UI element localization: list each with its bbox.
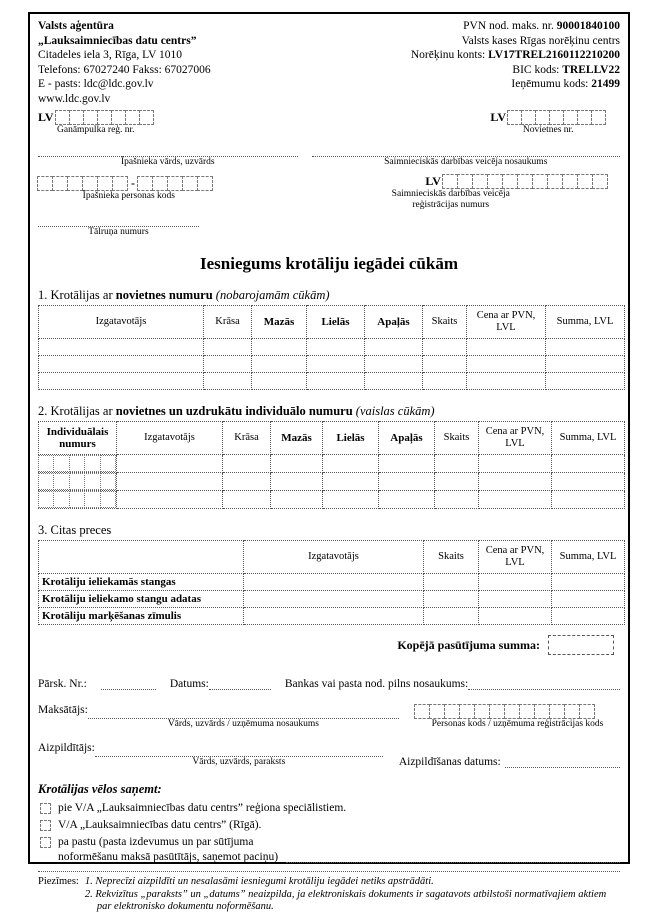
checkbox-region-specialist[interactable] [40,803,51,814]
phone-caption: Tālruņa numurs [88,227,149,237]
char-box[interactable] [429,704,445,719]
filler-row [38,742,620,768]
section2-heading-italic: (vaislas cūkām) [352,404,435,418]
char-box[interactable] [100,473,116,490]
char-box[interactable] [69,473,85,490]
header [38,19,620,106]
form-frame [28,12,630,912]
table2-cell[interactable] [552,491,625,509]
table1-cell[interactable] [546,373,625,390]
table2-cell[interactable] [117,455,223,473]
table2-cell[interactable] [223,491,271,509]
filler-field [38,742,399,768]
table2-cell[interactable] [117,491,223,509]
herd-number-block [38,110,154,136]
char-box[interactable] [564,704,580,719]
char-box[interactable] [547,174,563,189]
table-other-goods [38,540,625,625]
section1-heading-bold: novietnes numuru [115,288,213,302]
char-box[interactable] [139,110,154,125]
pvn-label: PVN nod. maks. nr. [463,20,554,32]
herd-lv-prefix: LV [38,110,54,124]
payer-field [38,704,415,730]
char-box[interactable] [591,110,606,125]
char-box[interactable] [38,455,54,472]
char-box[interactable] [125,110,140,125]
payer-name-caption: Vārds, uzvārds / uzņēmuma nosaukums [167,719,319,729]
table3-cell[interactable] [424,591,479,608]
table2-cell[interactable] [479,473,552,491]
account-value: LV17TREL2160112210200 [488,49,620,61]
table1-cell[interactable] [467,356,546,373]
table1-cell[interactable] [365,356,423,373]
delivery-option-region-label: pie V/A „Lauksaimniecības datu centrs” reģiona speciālistiem. [58,802,347,814]
table3-row [39,591,625,608]
char-box[interactable] [507,110,522,125]
table1-row [39,339,625,356]
char-box[interactable] [100,491,116,508]
table2-cell[interactable] [271,473,323,491]
table2-cell[interactable] [271,491,323,509]
table1-cell[interactable] [204,339,252,356]
owner-name-line[interactable] [38,144,298,157]
item-label-needles: Krotāliju ieliekamo stangu adatas [39,591,244,608]
table1-cell[interactable] [467,373,546,390]
phone-line[interactable] [38,214,199,227]
char-box[interactable] [534,704,550,719]
table3-cell[interactable] [424,574,479,591]
table3-cell[interactable] [552,591,625,608]
table1-cell[interactable] [252,339,307,356]
table2-row [39,491,625,509]
table2-cell[interactable] [223,473,271,491]
order-total-label: Kopējā pasūtījuma summa: [397,637,540,652]
table3-cell[interactable] [244,574,424,591]
char-box[interactable] [97,110,112,125]
agency-email: E - pasts: ldc@ldc.gov.lv [38,78,154,90]
table1-col-sum: Summa, LVL [546,306,625,339]
table1-cell[interactable] [204,373,252,390]
payment-ref-row [38,677,620,690]
payer-row [38,704,620,730]
table2-col-count: Skaits [435,422,479,455]
char-box[interactable] [577,110,592,125]
char-box[interactable] [111,110,126,125]
table1-cell[interactable] [365,339,423,356]
table-site-number-tags [38,305,625,390]
site-lv-prefix: LV [490,110,506,124]
individual-number-boxes[interactable] [39,473,116,490]
agency-name-line2: „Lauksaimniecības datu centrs” [38,34,197,47]
note-item-1: 1. Neprecīzi aizpildīti un nesalasāmi iesniegumi krotāliju iegādei netiks apstrādāti. [84,876,434,887]
table3-row [39,608,625,625]
account-line [411,48,620,63]
bank-name-line[interactable] [468,677,620,690]
table1-cell[interactable] [467,339,546,356]
individual-number-boxes[interactable] [39,455,116,472]
mail-address-line[interactable] [286,850,620,863]
delivery-option-mail [40,836,620,848]
datums-label: Datums: [169,678,209,690]
char-box[interactable] [69,491,85,508]
char-box[interactable] [459,704,475,719]
table2-col-price: Cena ar PVN, LVL [479,422,552,455]
fill-date-line[interactable] [505,755,620,768]
table1-row [39,373,625,390]
table1-cell[interactable] [423,356,467,373]
delivery-option-mail-line2 [58,850,620,863]
business-reg-caption-line2: reģistrācijas numurs [412,200,490,210]
table3-cell[interactable] [244,591,424,608]
agency-web: www.ldc.gov.lv [38,92,111,105]
filler-name-field [95,744,383,768]
char-box[interactable] [53,473,69,490]
table2-cell[interactable] [379,473,435,491]
table1-cell[interactable] [39,339,204,356]
account-label: Norēķinu konts: [410,49,486,61]
table2-cell[interactable] [479,455,552,473]
section2-heading-prefix: 2. Krotālijas ar [38,404,116,418]
table1-cell[interactable] [423,373,467,390]
parsk-nr-label: Pārsk. Nr.: [38,678,87,690]
delivery-option-region [40,802,620,814]
table2-col-round: Apaļās [379,422,435,455]
table1-col-small: Mazās [252,306,307,339]
table3-row [39,574,625,591]
char-box[interactable] [577,174,593,189]
table3-col-sum: Summa, LVL [552,541,625,574]
table2-row [39,455,625,473]
business-reg-lv-prefix: LV [425,174,441,188]
individual-number-cell [39,473,117,491]
table3-cell[interactable] [424,608,479,625]
owner-code-row [38,176,298,191]
table2-cell[interactable] [117,473,223,491]
section2-heading-bold: novietnes un uzdrukātu individuālo numuru [115,404,353,418]
table1-row [39,356,625,373]
char-box[interactable] [52,176,68,191]
table1-header-row [39,306,625,339]
notes-section [38,876,620,914]
payer-name-field [88,706,399,730]
individual-number-boxes[interactable] [39,491,116,508]
bank-name-label: Bankas vai pasta nod. pilns nosaukums: [284,678,469,690]
table2-col-color: Krāsa [223,422,271,455]
delivery-option-mail-label-line1: pa pastu (pasta izdevumus un par sūtījuma [58,836,254,848]
owner-code-separator: - [131,177,135,190]
site-number-block [490,110,606,136]
table-individual-number-tags [38,421,625,509]
table2-cell[interactable] [271,455,323,473]
char-box[interactable] [592,174,608,189]
table1-cell[interactable] [307,339,365,356]
table3-col-count: Skaits [424,541,479,574]
income-line [411,77,620,92]
char-box[interactable] [37,176,53,191]
pvn-value: 90001840100 [556,20,620,32]
char-box[interactable] [152,176,168,191]
char-box[interactable] [444,704,460,719]
char-box[interactable] [69,455,85,472]
char-box[interactable] [84,491,100,508]
payer-code-block [415,704,620,730]
table2-col-sum: Summa, LVL [552,422,625,455]
owner-name-caption: Īpašnieka vārds, uzvārds [120,157,215,167]
table2-cell[interactable] [479,491,552,509]
char-box[interactable] [55,110,70,125]
owner-code-caption: Īpašnieka personas kods [82,191,175,201]
char-box[interactable] [82,176,98,191]
bic-line [411,63,620,78]
section2-heading [38,404,620,419]
table2-col-individual-number: Individuālais numurs [39,422,117,455]
table1-col-large: Lielās [307,306,365,339]
order-total-box[interactable] [548,635,614,655]
char-box[interactable] [53,455,69,472]
table1-cell[interactable] [423,339,467,356]
agency-block [38,19,211,106]
bic-value: TRELLV22 [562,63,620,76]
delivery-heading: Krotālijas vēlos saņemt: [38,782,162,796]
payer-name-line[interactable] [88,706,399,719]
business-reg-boxes[interactable] [443,174,608,189]
table1-cell[interactable] [252,356,307,373]
table2-cell[interactable] [379,491,435,509]
income-label: Ieņēmumu kods: [511,78,589,90]
table3-col-price: Cena ar PVN, LVL [479,541,552,574]
table3-cell[interactable] [552,608,625,625]
table2-cell[interactable] [379,455,435,473]
table3-col-manufacturer: Izgatavotājs [244,541,424,574]
char-box[interactable] [489,704,505,719]
table1-cell[interactable] [204,356,252,373]
business-reg-row [312,174,608,189]
char-box[interactable] [474,704,490,719]
individual-number-cell [39,455,117,473]
table1-col-round: Apaļās [365,306,423,339]
checkbox-riga-center[interactable] [40,820,51,831]
char-box[interactable] [167,176,183,191]
agency-phone: Telefons: 67027240 Fakss: 67027006 [38,63,211,76]
table2-cell[interactable] [323,455,379,473]
table1-col-price: Cena ar PVN, LVL [467,306,546,339]
herd-number-boxes[interactable] [56,110,154,125]
table1-cell[interactable] [546,356,625,373]
filler-name-caption: Vārds, uzvārds, paraksts [192,757,286,767]
registration-strips [38,110,620,136]
business-reg-caption [312,189,590,211]
char-box[interactable] [457,174,473,189]
delivery-option-riga [40,819,620,831]
char-box[interactable] [53,491,69,508]
table1-cell[interactable] [252,373,307,390]
char-box[interactable] [197,176,213,191]
char-box[interactable] [182,176,198,191]
payer-label: Maksātājs: [38,704,88,716]
filler-name-line[interactable] [95,744,383,757]
bank-center: Valsts kases Rīgas norēķinu centrs [461,34,620,47]
table2-cell[interactable] [323,491,379,509]
form-title: Iesniegums krotāliju iegādei cūkām [199,254,458,273]
char-box[interactable] [414,704,430,719]
char-box[interactable] [504,704,520,719]
payer-code-boxes[interactable] [415,704,620,719]
business-name-line[interactable] [312,144,620,157]
section3-heading: 3. Citas preces [38,523,112,537]
char-box[interactable] [84,473,100,490]
char-box[interactable] [69,110,84,125]
char-box[interactable] [517,174,533,189]
owner-code-boxes-a[interactable] [38,176,128,191]
owner-block [38,144,312,238]
char-box[interactable] [532,174,548,189]
table2-cell[interactable] [435,491,479,509]
fill-date-block [399,742,620,768]
char-box[interactable] [100,455,116,472]
agency-address: Citadeles iela 3, Rīga, LV 1010 [38,49,183,61]
pvn-line [411,19,620,34]
char-box[interactable] [535,110,550,125]
table3-col-item [39,541,244,574]
item-label-pencil: Krotāliju marķēšanas zīmulis [39,608,244,625]
table3-header-row [39,541,625,574]
char-box[interactable] [84,455,100,472]
char-box[interactable] [562,174,578,189]
site-number-boxes[interactable] [508,110,606,125]
char-box[interactable] [38,491,54,508]
individual-number-cell [39,491,117,509]
char-box[interactable] [472,174,488,189]
char-box[interactable] [579,704,595,719]
income-value: 21499 [591,78,620,90]
table2-col-large: Lielās [323,422,379,455]
table2-header-row [39,422,625,455]
business-reg-caption-line1: Saimnieciskās darbības veicēja [391,189,510,199]
char-box[interactable] [137,176,153,191]
filler-label: Aizpildītājs: [38,742,95,754]
char-box[interactable] [521,110,536,125]
bic-label: BIC kods: [512,63,560,76]
delivery-option-riga-label: V/A „Lauksaimniecības datu centrs” (Rīgā). [58,819,262,831]
datums-line[interactable] [209,677,271,690]
business-block [312,144,620,238]
site-number-caption: Novietnes nr. [522,125,574,135]
table1-cell[interactable] [546,339,625,356]
identity-section [38,144,620,238]
bank-block [411,19,620,106]
char-box[interactable] [502,174,518,189]
notes-label: Piezīmes: [38,876,79,887]
payer-code-caption: Personas kods / uzņēmuma reģistrācijas kods [431,719,604,729]
table1-cell[interactable] [365,373,423,390]
notes-separator [38,871,620,872]
delivery-option-mail-label-line2: noformēšanu maksā pasūtītājs, saņemot paciņu) [58,851,279,863]
section1-heading-prefix: 1. Krotālijas ar [38,288,116,302]
table2-cell[interactable] [223,455,271,473]
char-box[interactable] [519,704,535,719]
item-label-tongs: Krotāliju ieliekamās stangas [39,574,244,591]
table3-cell[interactable] [244,608,424,625]
agency-name-line1: Valsts aģentūra [38,20,114,32]
delivery-section [38,782,620,863]
table2-cell[interactable] [435,455,479,473]
table1-cell[interactable] [307,373,365,390]
table1-col-count: Skaits [423,306,467,339]
table2-cell[interactable] [323,473,379,491]
section1-heading-italic: (nobarojamām cūkām) [212,288,330,302]
table1-cell[interactable] [39,356,204,373]
table2-cell[interactable] [552,473,625,491]
table3-cell[interactable] [479,608,552,625]
char-box[interactable] [563,110,578,125]
char-box[interactable] [97,176,113,191]
char-box[interactable] [67,176,83,191]
note-item-2: 2. Rekvizītus „paraksts” un „datums” neaizpilda, ja elektroniskais dokuments ir sagatavots atbilstoši normatīvajiem aktiem par elektronisko dokumentu noformēšanu. [84,888,607,912]
table1-cell[interactable] [307,356,365,373]
phone-block [38,214,199,238]
parsk-nr-line[interactable] [101,677,156,690]
char-box[interactable] [549,110,564,125]
char-box[interactable] [487,174,503,189]
char-box[interactable] [83,110,98,125]
table3-cell[interactable] [479,591,552,608]
table1-col-manufacturer: Izgatavotājs [39,306,204,339]
table2-cell[interactable] [435,473,479,491]
checkbox-by-mail[interactable] [40,837,51,848]
char-box[interactable] [38,473,54,490]
char-box[interactable] [442,174,458,189]
table2-cell[interactable] [552,455,625,473]
business-name-caption: Saimnieciskās darbības veicēja nosaukums [384,157,548,167]
fill-date-label: Aizpildīšanas datums: [398,756,501,768]
table3-cell[interactable] [552,574,625,591]
char-box[interactable] [112,176,128,191]
order-total-row [38,635,620,655]
table1-cell[interactable] [39,373,204,390]
table2-col-manufacturer: Izgatavotājs [117,422,223,455]
owner-code-boxes-b[interactable] [138,176,213,191]
table1-col-color: Krāsa [204,306,252,339]
table2-row [39,473,625,491]
notes-body [85,876,620,914]
table2-col-small: Mazās [271,422,323,455]
char-box[interactable] [549,704,565,719]
section1-heading [38,288,620,303]
herd-number-caption: Ganāmpulka reģ. nr. [57,125,135,135]
table3-cell[interactable] [479,574,552,591]
